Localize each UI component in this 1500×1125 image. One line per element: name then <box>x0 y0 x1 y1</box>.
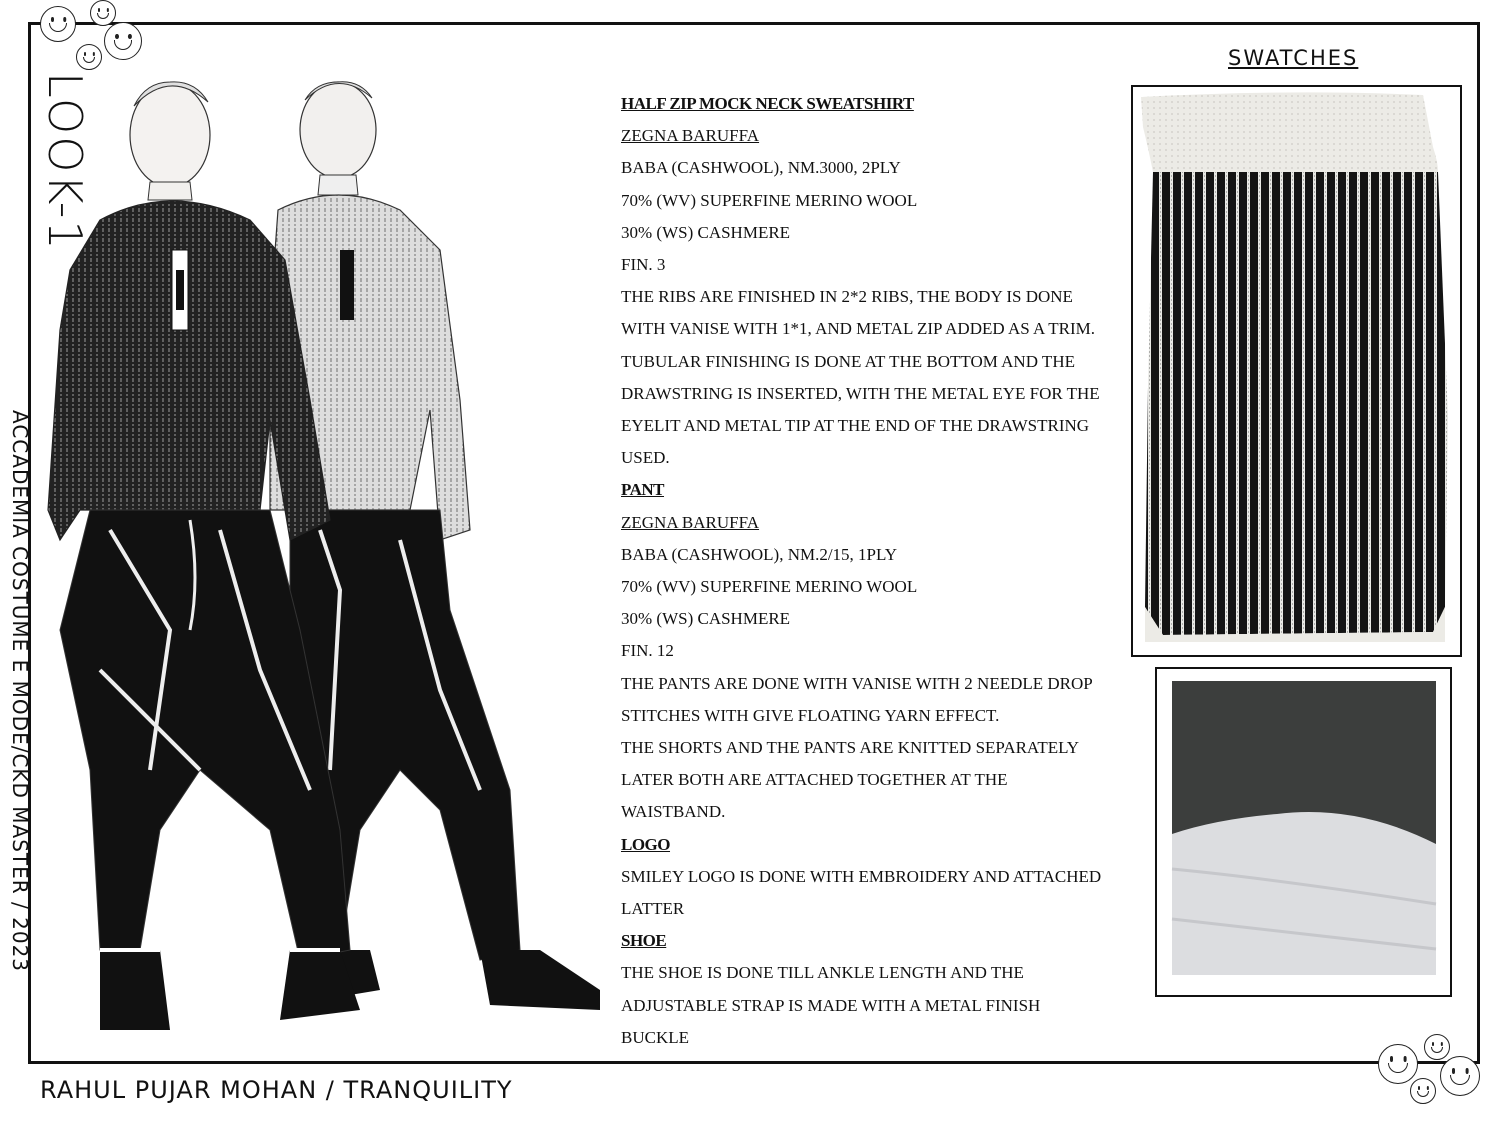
smiley-icon <box>90 0 116 26</box>
spec-line: FIN. 12 <box>621 641 674 661</box>
spec-line: WAISTBAND. <box>621 802 726 822</box>
smiley-icon <box>104 22 142 60</box>
jersey-knit-swatch <box>1155 667 1452 997</box>
section-heading: PANT <box>621 480 665 500</box>
smiley-icon <box>40 6 76 42</box>
swatches-title: SWATCHES <box>1228 46 1359 70</box>
spec-line: 30% (WS) CASHMERE <box>621 222 791 242</box>
rib-knit-swatch <box>1131 85 1462 657</box>
supplier-name: ZEGNA BARUFFA <box>621 512 760 532</box>
spec-line: ADJUSTABLE STRAP IS MADE WITH A METAL FINISH <box>621 995 1041 1015</box>
footer-credit: RAHUL PUJAR MOHAN / TRANQUILITY <box>40 1076 513 1104</box>
look-title: LOOK-1 <box>38 72 92 252</box>
spec-line: THE PANTS ARE DONE WITH VANISE WITH 2 NEEDLE DROP <box>621 673 1093 693</box>
spec-line: BABA (CASHWOOL), NM.2/15, 1PLY <box>621 544 897 564</box>
section-heading: SHOE <box>621 931 667 951</box>
spec-line: DRAWSTRING IS INSERTED, WITH THE METAL EYE FOR THE <box>621 383 1100 403</box>
spec-line: BUCKLE <box>621 1027 689 1047</box>
spec-line: BABA (CASHWOOL), NM.3000, 2PLY <box>621 158 901 178</box>
spec-line: USED. <box>621 448 670 468</box>
spec-line: THE RIBS ARE FINISHED IN 2*2 RIBS, THE BODY IS DONE <box>621 287 1073 307</box>
spec-line: THE SHOE IS DONE TILL ANKLE LENGTH AND THE <box>621 963 1024 983</box>
spec-line: STITCHES WITH GIVE FLOATING YARN EFFECT. <box>621 705 1000 725</box>
smiley-icon <box>1378 1044 1418 1084</box>
smiley-icon <box>1424 1034 1450 1060</box>
smiley-icon <box>76 44 102 70</box>
fashion-illustration <box>40 70 610 1060</box>
section-heading: LOGO <box>621 834 671 854</box>
spec-line: THE SHORTS AND THE PANTS ARE KNITTED SEPARATELY <box>621 738 1080 758</box>
spec-text <box>621 88 1141 1054</box>
smiley-icon <box>1410 1078 1436 1104</box>
spec-line: 30% (WS) CASHMERE <box>621 609 791 629</box>
spec-line: EYELIT AND METAL TIP AT THE END OF THE DRAWSTRING <box>621 416 1090 436</box>
spec-line: TUBULAR FINISHING IS DONE AT THE BOTTOM AND THE <box>621 351 1075 371</box>
spec-line: 70% (WV) SUPERFINE MERINO WOOL <box>621 190 918 210</box>
section-heading: HALF ZIP MOCK NECK SWEATSHIRT <box>621 94 914 113</box>
spec-line: WITH VANISE WITH 1*1, AND METAL ZIP ADDED AS A TRIM. <box>621 319 1096 339</box>
spec-line: LATTER <box>621 899 685 919</box>
spec-line: SMILEY LOGO IS DONE WITH EMBROIDERY AND ATTACHED <box>621 866 1102 886</box>
spec-line: FIN. 3 <box>621 255 666 275</box>
smiley-icon <box>1440 1056 1480 1096</box>
spec-line: 70% (WV) SUPERFINE MERINO WOOL <box>621 577 918 597</box>
spec-line: LATER BOTH ARE ATTACHED TOGETHER AT THE <box>621 770 1008 790</box>
supplier-name: ZEGNA BARUFFA <box>621 126 760 146</box>
